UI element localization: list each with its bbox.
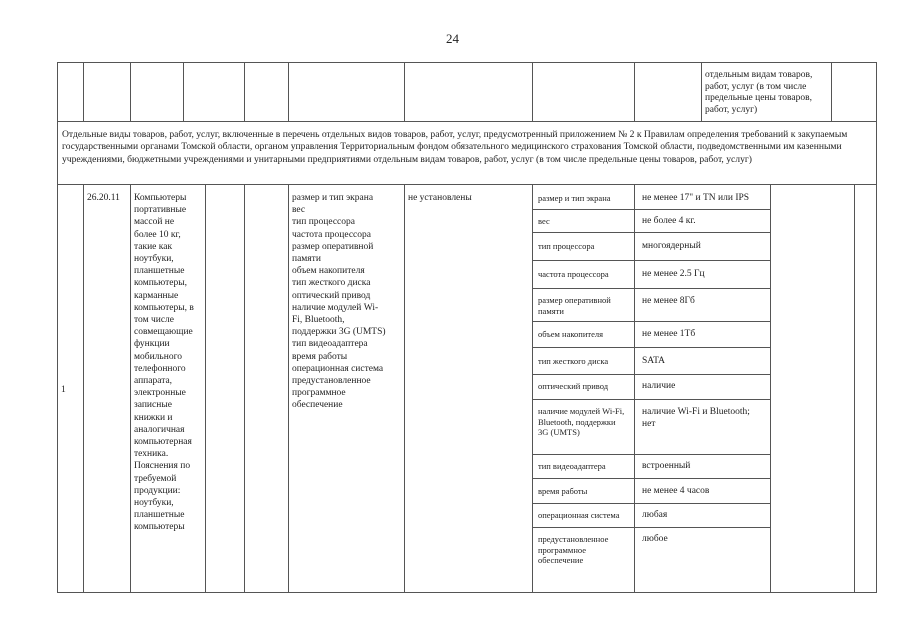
column-divider (532, 63, 533, 121)
column-divider (244, 184, 245, 593)
spec-value: встроенный (642, 461, 691, 471)
spec-value: любая (642, 510, 668, 520)
product-name: Компьютеры портативные массой не более 10 кг, такие как ноутбуки, планшетные компьютеры, карманные компьютеры, в том числе совмещающие функции мобильного телефонного аппарата, электронные записные книжки и аналогичная компьютерная техника. Пояснения по требуемой продукции: ноутбуки, планшетные компьютеры (134, 193, 194, 533)
spec-name: время работы (538, 486, 588, 496)
characteristics-list: размер и тип экрана вес тип процессора частота процессора размер оперативной памяти объем накопителя тип жесткого диска оптический привод наличие модулей Wi- Fi, Bluetooth, поддержки 3G (UMTS) тип видеоадаптера время работы операционная система предустановленное программное обеспечение (292, 193, 386, 411)
column-divider (770, 184, 771, 593)
spec-name: размер и тип экрана (538, 193, 611, 203)
continuation-text: отдельным видам товаров, работ, услуг (в том числе предельные цены товаров, работ, услуг) (705, 70, 813, 115)
spec-divider (532, 374, 770, 375)
spec-divider (532, 347, 770, 348)
spec-divider (532, 478, 770, 479)
column-divider (634, 184, 635, 593)
spec-name: тип жесткого диска (538, 356, 609, 366)
spec-divider (532, 209, 770, 210)
spec-value: наличие (642, 381, 676, 391)
state-value: не установлены (408, 193, 472, 203)
spec-name: вес (538, 216, 550, 226)
spec-value: SATA (642, 356, 665, 366)
column-divider (83, 63, 84, 121)
column-divider (404, 63, 405, 121)
row-number: 1 (61, 385, 66, 395)
spec-value: не менее 2.5 Гц (642, 269, 705, 279)
column-divider (288, 184, 289, 593)
column-divider (130, 63, 131, 121)
okpd-code: 26.20.11 (87, 193, 120, 203)
row-divider (58, 184, 876, 185)
row-divider (58, 121, 876, 122)
spec-divider (532, 288, 770, 289)
spec-name: операционная система (538, 510, 620, 520)
column-divider (130, 184, 131, 593)
spec-value: не менее 4 часов (642, 486, 710, 496)
spec-name: предустановленное программное обеспечение (538, 534, 609, 565)
column-divider (83, 184, 84, 593)
spec-value: любое (642, 534, 668, 544)
column-divider (854, 184, 855, 593)
spec-name: наличие модулей Wi-Fi, Bluetooth, поддержки 3G (UMTS) (538, 406, 625, 437)
spec-value: не менее 8Гб (642, 296, 695, 306)
requirements-table (57, 62, 877, 593)
page-number: 24 (446, 31, 459, 46)
spec-name: оптический привод (538, 381, 609, 391)
spec-name: частота процессора (538, 269, 609, 279)
spec-value: не менее 17" и TN или IPS (642, 193, 750, 203)
spec-value: наличие Wi-Fi и Bluetooth; нет (642, 407, 750, 430)
spec-divider (532, 399, 770, 400)
spec-value: многоядерный (642, 241, 701, 251)
spec-name: объем накопителя (538, 329, 604, 339)
spec-name: размер оперативной памяти (538, 295, 611, 316)
spec-name: тип процессора (538, 241, 595, 251)
column-divider (701, 63, 702, 121)
column-divider (532, 184, 533, 593)
column-divider (831, 63, 832, 121)
spec-divider (532, 321, 770, 322)
column-divider (634, 63, 635, 121)
column-divider (244, 63, 245, 121)
column-divider (404, 184, 405, 593)
spec-divider (532, 260, 770, 261)
spec-divider (532, 527, 770, 528)
column-divider (288, 63, 289, 121)
spec-name: тип видеоадаптера (538, 461, 606, 471)
section-heading: Отдельные виды товаров, работ, услуг, включенные в перечень отдельных видов товаров, работ, услуг, предусмотренный приложением № 2 к Правилам определения требований к закупаемым государственными органами Томской области, органом управления Территориальным фондом обязательного медицинского страхования Томской области, подведомственными им казенными учреждениями, бюджетными учреждениями и унитарными предприятиями отдельным видам товаров, работ, услуг (в том числе предельные цены товаров, работ, услуг) (62, 129, 848, 165)
spec-divider (532, 503, 770, 504)
spec-divider (532, 232, 770, 233)
spec-value: не менее 1Тб (642, 329, 696, 339)
spec-value: не более 4 кг. (642, 216, 696, 226)
spec-divider (532, 454, 770, 455)
column-divider (183, 63, 184, 121)
